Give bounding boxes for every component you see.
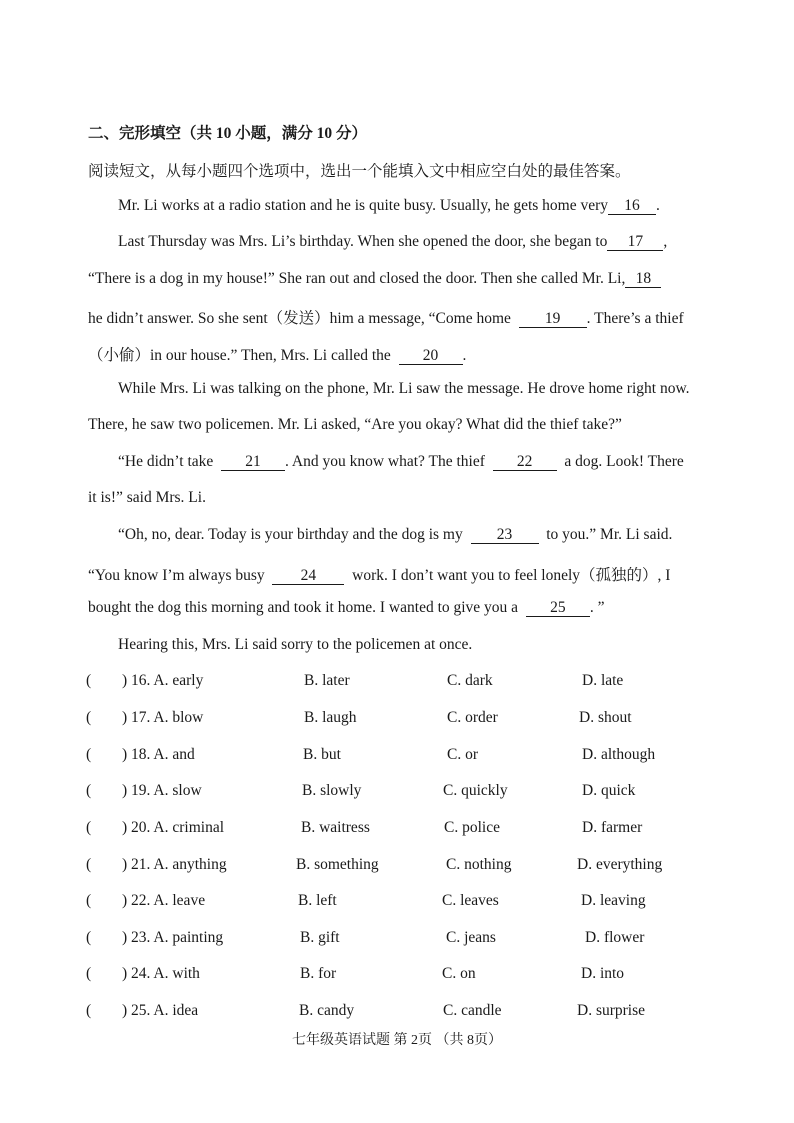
answer-paren[interactable]: ( [86, 1002, 92, 1019]
question-row [0, 709, 794, 731]
blank-18: 18 [625, 271, 661, 288]
question-stem: ) 20. A. criminal [122, 819, 225, 836]
option-d: D. quick [582, 782, 636, 799]
passage-text: . [462, 347, 467, 364]
option-b: B. gift [300, 929, 340, 946]
passage-text: Mr. Li works at a radio station and he is quite busy. Usually, he gets home very [118, 197, 609, 214]
answer-paren[interactable]: ( [86, 819, 92, 836]
passage-text: to you.” Mr. Li said. [546, 526, 673, 543]
question-stem: ) 16. A. early [122, 672, 204, 689]
answer-paren[interactable]: ( [86, 782, 92, 799]
passage-line: There, he saw two policemen. Mr. Li asked, “Are you okay? What did the thief take?” [88, 416, 622, 433]
option-c: C. leaves [442, 892, 499, 909]
passage-text: , [663, 233, 668, 250]
passage-text: “He didn’t take [118, 453, 214, 470]
question-stem: ) 18. A. and [122, 746, 195, 763]
option-c: C. jeans [446, 929, 496, 946]
option-b: B. but [303, 746, 341, 763]
question-row [0, 1002, 794, 1024]
question-stem: ) 19. A. slow [122, 782, 202, 799]
option-b: B. candy [299, 1002, 355, 1019]
blank-22: 22 [493, 454, 557, 471]
passage-line [88, 599, 604, 617]
option-b: B. something [296, 856, 379, 873]
option-d: D. shout [579, 709, 632, 726]
passage-line [118, 453, 684, 471]
option-d: D. late [582, 672, 624, 689]
question-row [0, 892, 794, 914]
answer-paren[interactable]: ( [86, 672, 92, 689]
passage-text: bought the dog this morning and took it home. I wanted to give you a [88, 599, 519, 616]
option-c: C. or [447, 746, 478, 763]
question-stem: ) 25. A. idea [122, 1002, 199, 1019]
option-d: D. flower [585, 929, 645, 946]
passage-line [88, 270, 661, 288]
question-stem: ) 21. A. anything [122, 856, 227, 873]
blank-23: 23 [471, 527, 539, 544]
passage-text: . ” [589, 599, 605, 616]
passage-text: he didn’t answer. So she sent（发送）him a message, “Come home [88, 310, 511, 327]
passage-line [118, 233, 667, 251]
passage-text: “Oh, no, dear. Today is your birthday and the dog is my [118, 526, 463, 543]
answer-paren[interactable]: ( [86, 709, 92, 726]
passage-text: “You know I’m always busy [88, 567, 265, 584]
section-title: 二、完形填空（共 10 小题，满分 10 分） [88, 125, 368, 142]
question-row [0, 856, 794, 878]
option-b: B. laugh [304, 709, 357, 726]
option-c: C. quickly [443, 782, 508, 799]
passage-line [88, 306, 684, 328]
option-b: B. left [298, 892, 337, 909]
passage-text: （小偷）in our house.” Then, Mrs. Li called the [88, 347, 391, 364]
question-stem: ) 17. A. blow [122, 709, 204, 726]
option-c: C. dark [447, 672, 493, 689]
passage-line [88, 343, 466, 365]
passage-line: it is!” said Mrs. Li. [88, 489, 206, 506]
option-d: D. everything [577, 856, 663, 873]
answer-paren[interactable]: ( [86, 965, 92, 982]
question-stem: ) 24. A. with [122, 965, 200, 982]
option-d: D. leaving [581, 892, 646, 909]
question-row [0, 746, 794, 768]
instructions: 阅读短文，从每小题四个选项中，选出一个能填入文中相应空白处的最佳答案。 [88, 163, 631, 180]
passage-line [118, 526, 672, 544]
option-d: D. surprise [577, 1002, 646, 1019]
option-c: C. police [444, 819, 500, 836]
option-b: B. waitress [301, 819, 370, 836]
blank-17: 17 [607, 234, 663, 251]
blank-19: 19 [519, 311, 587, 328]
answer-paren[interactable]: ( [86, 856, 92, 873]
answer-paren[interactable]: ( [86, 746, 92, 763]
option-d: D. farmer [582, 819, 643, 836]
blank-21: 21 [221, 454, 285, 471]
question-stem: ) 22. A. leave [122, 892, 206, 909]
passage-line [88, 563, 670, 585]
question-stem: ) 23. A. painting [122, 929, 224, 946]
passage-line: Hearing this, Mrs. Li said sorry to the policemen at once. [118, 636, 473, 653]
passage-text: . There’s a thief [586, 310, 684, 327]
passage-text: . And you know what? The thief [285, 453, 485, 470]
option-d: D. although [582, 746, 656, 763]
option-b: B. slowly [302, 782, 362, 799]
question-row [0, 965, 794, 987]
passage-line [118, 197, 660, 215]
passage-text: Last Thursday was Mrs. Li’s birthday. When she opened the door, she began to [118, 233, 608, 250]
option-d: D. into [581, 965, 625, 982]
question-row [0, 782, 794, 804]
passage-line: While Mrs. Li was talking on the phone, Mr. Li saw the message. He drove home right now. [118, 380, 690, 397]
page-footer: 七年级英语试题 第 2页 （共 8页） [292, 1033, 502, 1048]
option-c: C. on [442, 965, 476, 982]
option-b: B. for [300, 965, 337, 982]
blank-20: 20 [399, 348, 463, 365]
passage-text: “There is a dog in my house!” She ran out and closed the door. Then she called Mr. Li, [88, 270, 626, 287]
passage-text: a dog. Look! There [564, 453, 684, 470]
option-b: B. later [304, 672, 350, 689]
passage-text: . [656, 197, 660, 214]
blank-16: 16 [608, 198, 656, 215]
option-c: C. nothing [446, 856, 512, 873]
passage-text: work. I don’t want you to feel lonely（孤独的）, I [352, 567, 671, 584]
blank-24: 24 [272, 568, 344, 585]
blank-25: 25 [526, 600, 590, 617]
option-c: C. order [447, 709, 498, 726]
option-c: C. candle [443, 1002, 502, 1019]
question-row [0, 672, 794, 694]
answer-paren[interactable]: ( [86, 929, 92, 946]
question-row [0, 819, 794, 841]
question-row [0, 929, 794, 951]
answer-paren[interactable]: ( [86, 892, 92, 909]
